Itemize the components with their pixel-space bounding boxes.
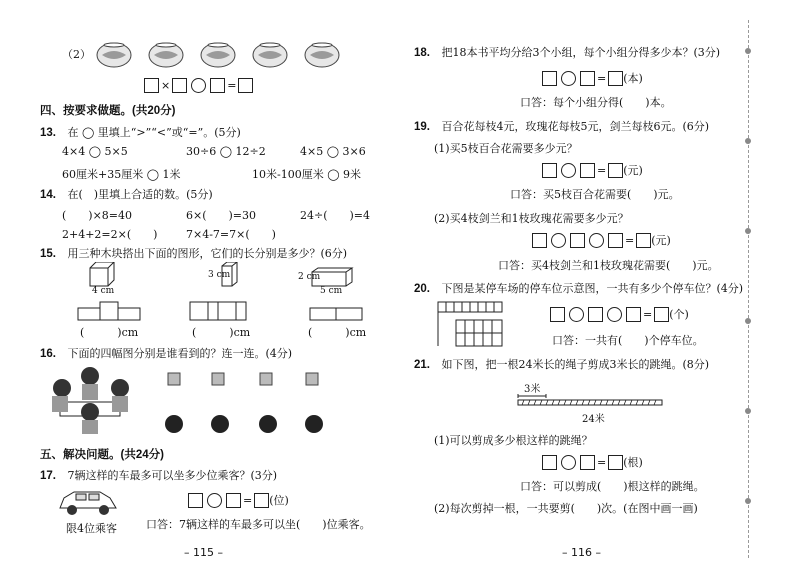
parking-lot-diagram xyxy=(436,300,506,350)
answer-box[interactable] xyxy=(238,78,253,93)
operator-circle[interactable] xyxy=(607,307,622,322)
question-text: 在 ◯ 里填上“>”“<”或“=”。(5分) xyxy=(67,126,241,139)
right-page xyxy=(392,0,800,578)
answer-box[interactable] xyxy=(254,493,269,508)
q14-item[interactable]: 2+4+2=2×( ) xyxy=(62,228,158,241)
question-number: 18. xyxy=(414,47,430,59)
rope-diagram[interactable] xyxy=(516,392,666,410)
fishbowl-image xyxy=(148,42,184,68)
answer-box[interactable] xyxy=(608,233,623,248)
binding-hole xyxy=(745,138,751,144)
answer-box[interactable] xyxy=(532,233,547,248)
binding-hole xyxy=(745,48,751,54)
fishbowl-image xyxy=(252,42,288,68)
q15-answer[interactable]: ( )cm xyxy=(308,326,367,339)
dimension-label: 2 cm xyxy=(298,272,321,282)
unit-label: (个) xyxy=(669,308,689,321)
dimension-label: 4 cm xyxy=(92,286,115,296)
left-page xyxy=(0,0,392,578)
question-number: 13. xyxy=(40,127,56,139)
question-text: 下图是某停车场的停车位示意图，一共有多少个停车位？(4分) xyxy=(441,282,744,295)
question-text: 在( )里填上合适的数。(5分) xyxy=(67,188,213,201)
answer-box[interactable] xyxy=(542,163,557,178)
answer-box[interactable] xyxy=(570,233,585,248)
unit-label: (元) xyxy=(623,164,643,177)
operator-circle[interactable] xyxy=(569,307,584,322)
q19-equation1: = (元) xyxy=(542,162,643,178)
q20-equation: = (个) xyxy=(550,306,689,322)
q14-item[interactable]: 6×( )=30 xyxy=(186,209,257,222)
answer-box[interactable] xyxy=(608,163,623,178)
q13 xyxy=(40,124,241,140)
answer-box[interactable] xyxy=(608,71,623,86)
q16 xyxy=(40,345,292,361)
q17-equation: = (位) xyxy=(188,492,289,508)
binding-hole xyxy=(745,498,751,504)
fishbowl-image xyxy=(200,42,236,68)
operator-circle[interactable] xyxy=(207,493,222,508)
operator-circle[interactable] xyxy=(191,78,206,93)
q15-answer[interactable]: ( )cm xyxy=(80,326,139,339)
unit-label: (元) xyxy=(651,234,671,247)
q13-item[interactable]: 4×5 ◯ 3×6 xyxy=(300,145,366,158)
answer-box[interactable] xyxy=(226,493,241,508)
car-label: 限4位乘客 xyxy=(66,522,117,535)
q12-part2-label: （2） xyxy=(62,48,91,61)
rope-total-label: 24米 xyxy=(582,414,605,425)
q19-sub2: (2)买4枝剑兰和1枝玫瑰花需要多少元？ xyxy=(434,212,629,225)
question-number: 17. xyxy=(40,470,56,482)
answer-box[interactable] xyxy=(654,307,669,322)
binding-hole xyxy=(745,318,751,324)
q19 xyxy=(414,118,709,134)
q21-answer1[interactable]: 口答：可以剪成( )根这样的跳绳。 xyxy=(520,480,705,493)
q13-item[interactable]: 4×4 ◯ 5×5 xyxy=(62,145,128,158)
operator-circle[interactable] xyxy=(589,233,604,248)
answer-box[interactable] xyxy=(580,455,595,470)
answer-box[interactable] xyxy=(636,233,651,248)
question-text: 用三种木块搭出下面的图形，它们的长分别是多少？(6分) xyxy=(67,247,348,260)
teapot-views-image xyxy=(164,368,324,388)
rope-segment-label: 3米 xyxy=(524,384,541,395)
q14 xyxy=(40,186,213,202)
q21-equation: = (根) xyxy=(542,454,643,470)
binding-hole xyxy=(745,408,751,414)
question-number: 16. xyxy=(40,348,56,360)
answer-box[interactable] xyxy=(210,78,225,93)
question-number: 14. xyxy=(40,189,56,201)
q14-item[interactable]: 7×4-7=7×( ) xyxy=(186,228,276,241)
operator-circle[interactable] xyxy=(561,163,576,178)
q19-answer2[interactable]: 口答：买4枝剑兰和1枝玫瑰花需要( )元。 xyxy=(498,259,719,272)
question-number: 20. xyxy=(414,283,430,295)
q20 xyxy=(414,280,743,296)
answer-box[interactable] xyxy=(188,493,203,508)
child-views-image xyxy=(164,413,324,435)
answer-box[interactable] xyxy=(626,307,641,322)
q17-answer[interactable]: 口答：7辆这样的车最多可以坐( )位乘客。 xyxy=(146,518,371,531)
answer-box[interactable] xyxy=(580,71,595,86)
q15-answer[interactable]: ( )cm xyxy=(192,326,251,339)
q13-item[interactable]: 10米-100厘米 ◯ 9米 xyxy=(252,168,362,181)
page-number: – 116 – xyxy=(562,546,601,559)
q13-item[interactable]: 60厘米+35厘米 ◯ 1米 xyxy=(62,168,181,181)
operator-circle[interactable] xyxy=(561,455,576,470)
question-text: 把18本书平均分给3个小组，每个小组分得多少本？(3分) xyxy=(441,46,721,59)
section-5-heading: 五、解决问题。(共24分) xyxy=(40,449,164,461)
answer-box[interactable] xyxy=(542,71,557,86)
unit-label: (本) xyxy=(623,72,643,85)
q15 xyxy=(40,245,347,261)
children-around-table-image xyxy=(40,362,140,440)
unit-label: (根) xyxy=(623,456,643,469)
question-number: 19. xyxy=(414,121,430,133)
q19-sub1: (1)买5枝百合花需要多少元？ xyxy=(434,142,578,155)
q21 xyxy=(414,356,709,372)
unit-label: (位) xyxy=(269,494,289,507)
binding-margin-line xyxy=(748,20,749,558)
car-image xyxy=(56,484,120,520)
answer-box[interactable] xyxy=(588,307,603,322)
question-text: 下面的四幅图分别是谁看到的？连一连。(4分) xyxy=(67,347,293,360)
q14-item[interactable]: 24÷( )=4 xyxy=(300,209,371,222)
operator-circle[interactable] xyxy=(561,71,576,86)
q18 xyxy=(414,44,720,60)
question-text: 7辆这样的车最多可以坐多少位乘客？(3分) xyxy=(67,469,278,482)
answer-box[interactable] xyxy=(172,78,187,93)
composed-shapes-figure xyxy=(70,298,370,324)
q18-equation: = (本) xyxy=(542,70,643,86)
q14-item[interactable]: ( )×8=40 xyxy=(62,209,133,222)
q13-item[interactable]: 30÷6 ◯ 12÷2 xyxy=(186,145,266,158)
question-text: 百合花每枝4元，玫瑰花每枝5元，剑兰每枝6元。(6分) xyxy=(441,120,710,133)
q18-answer[interactable]: 口答：每个小组分得( )本。 xyxy=(520,96,672,109)
q19-answer1[interactable]: 口答：买5枝百合花需要( )元。 xyxy=(510,188,680,201)
q17 xyxy=(40,467,277,483)
answer-box[interactable] xyxy=(580,163,595,178)
q12-equation: × = xyxy=(144,78,253,93)
fishbowl-image xyxy=(304,42,340,68)
q19-equation2: = (元) xyxy=(532,232,671,248)
dimension-label: 3 cm xyxy=(208,270,231,280)
fishbowl-image xyxy=(96,42,132,68)
question-text: 如下图，把一根24米长的绳子剪成3米长的跳绳。(8分) xyxy=(441,358,710,371)
operator-circle[interactable] xyxy=(551,233,566,248)
q20-answer[interactable]: 口答：一共有( )个停车位。 xyxy=(552,334,704,347)
section-4-heading: 四、按要求做题。(共20分) xyxy=(40,105,176,117)
q21-sub1: (1)可以剪成多少根这样的跳绳？ xyxy=(434,434,593,447)
answer-box[interactable] xyxy=(550,307,565,322)
question-number: 21. xyxy=(414,359,430,371)
page-number: – 115 – xyxy=(184,546,223,559)
answer-box[interactable] xyxy=(608,455,623,470)
q21-sub2[interactable]: (2)每次剪掉一根，一共要剪( )次。(在图中画一画) xyxy=(434,502,698,515)
question-number: 15. xyxy=(40,248,56,260)
binding-hole xyxy=(745,228,751,234)
answer-box[interactable] xyxy=(144,78,159,93)
dimension-label: 5 cm xyxy=(320,286,343,296)
answer-box[interactable] xyxy=(542,455,557,470)
